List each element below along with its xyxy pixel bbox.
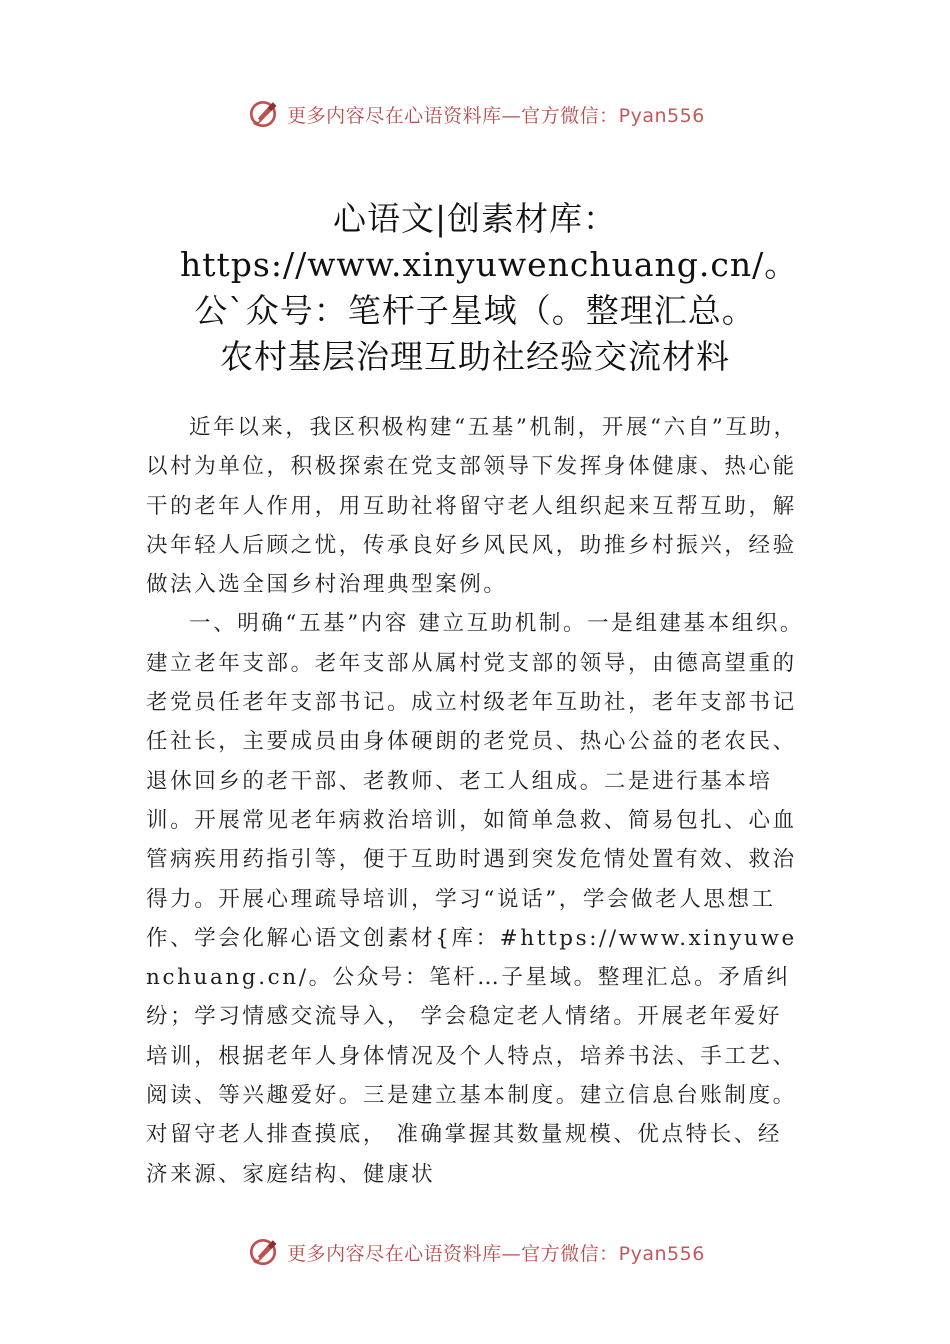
document-title: 心语文|创素材库：https://www.xinyuwenchuang.cn/。公`众号：笔杆子星域（。整理汇总。农村基层治理互助社经验交流材料 <box>180 199 799 376</box>
body-paragraph-section-one: 一、明确“五基”内容 建立互助机制。一是组建基本组织。建立老年支部。老年支部从属村党支部的领导，由德高望重的老党员任老年支部书记。成立村级老年互助社，老年支部书记任社长，主要成员由身体硬朗的老党员、热心公益的老农民、退休回乡的老干部、老教师、老工人组成。二是进行基本培训。开展常见老年病救治培训，如简单急救、简易包扎、心血管病疾用药指引等，便于互助时遇到突发危情处置有效、救治得力。开展心理疏导培训，学习“说话”，学会做老人思想工作、学会化解心语文创素材{库：#https://www.xinyuwenchuang.cn/。公众号：笔杆…子星域。整理汇总。矛盾纠纷；学习情感交流导入， 学会稳定老人情绪。开展老年爱好培训，根据老年人身体情况及个人特点，培养书法、手工艺、阅读、等兴趣爱好。三是建立基本制度。建立信息台账制度。对留守老人排查摸底， 准确掌握其数量规模、优点特长、经济来源、家庭结构、健康状 <box>146 611 805 1187</box>
header-watermark-text <box>287 101 705 128</box>
watermark-message: 更多内容尽在心语资料库—官方微信： <box>287 1242 619 1265</box>
footer-watermark-banner <box>0 1232 950 1272</box>
pen-nib-logo-icon <box>245 1234 281 1270</box>
watermark-message: 更多内容尽在心语资料库—官方微信： <box>287 104 619 127</box>
header-watermark-banner <box>0 94 950 134</box>
pen-nib-logo-icon <box>245 96 281 132</box>
watermark-wechat-id: Pyan556 <box>618 104 705 127</box>
document-body <box>146 408 806 1194</box>
body-paragraph-intro: 近年以来，我区积极构建“五基”机制，开展“六自”互助，以村为单位，积极探索在党支部领导下发挥身体健康、热心能干的老年人作用，用互助社将留守老人组织起来互帮互助，解决年轻人后顾之忧，传承良好乡风民风，助推乡村振兴，经验做法入选全国乡村治理典型案例。 <box>146 415 798 598</box>
footer-watermark-text <box>287 1239 705 1266</box>
watermark-wechat-id: Pyan556 <box>618 1242 705 1265</box>
